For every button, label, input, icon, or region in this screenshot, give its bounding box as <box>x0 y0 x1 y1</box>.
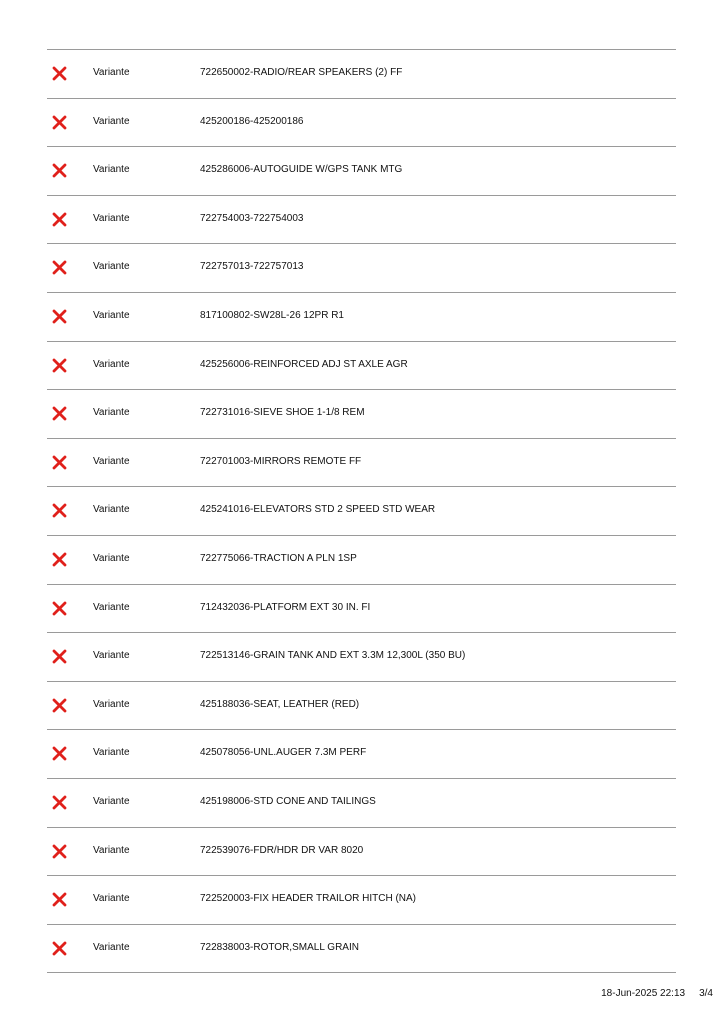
table-row <box>47 828 676 877</box>
table-row <box>47 876 676 925</box>
row-description: 722731016-SIEVE SHOE 1-1/8 REM <box>200 407 365 419</box>
table-row <box>47 50 676 99</box>
cross-icon <box>52 649 67 664</box>
table-row <box>47 439 676 488</box>
row-description: 722838003-ROTOR,SMALL GRAIN <box>200 941 359 953</box>
row-description: 817100802-SW28L-26 12PR R1 <box>200 309 344 321</box>
row-type: Variante <box>93 698 130 710</box>
row-type: Variante <box>93 893 130 905</box>
row-type: Variante <box>93 407 130 419</box>
row-type: Variante <box>93 504 130 516</box>
row-description: 425078056-UNL.AUGER 7.3M PERF <box>200 747 367 759</box>
cross-icon <box>52 455 67 470</box>
table-row <box>47 147 676 196</box>
row-type: Variante <box>93 795 130 807</box>
table-row <box>47 390 676 439</box>
table-row <box>47 99 676 148</box>
row-description: 722701003-MIRRORS REMOTE FF <box>200 455 362 467</box>
page-number: 3/4 <box>699 988 713 999</box>
row-description: 722757013-722757013 <box>200 261 304 273</box>
cross-icon <box>52 844 67 859</box>
row-description: 425198006-STD CONE AND TAILINGS <box>200 795 376 807</box>
cross-icon <box>52 601 67 616</box>
cross-icon <box>52 115 67 130</box>
cross-icon <box>52 795 67 810</box>
row-type: Variante <box>93 941 130 953</box>
table-row <box>47 682 676 731</box>
row-type: Variante <box>93 261 130 273</box>
print-timestamp: 18-Jun-2025 22:13 <box>601 988 686 999</box>
row-type: Variante <box>93 358 130 370</box>
row-type: Variante <box>93 455 130 467</box>
cross-icon <box>52 406 67 421</box>
cross-icon <box>52 503 67 518</box>
table-row <box>47 293 676 342</box>
cross-icon <box>52 260 67 275</box>
cross-icon <box>52 309 67 324</box>
table-row <box>47 585 676 634</box>
row-type: Variante <box>93 164 130 176</box>
row-description: 722754003-722754003 <box>200 212 304 224</box>
row-description: 425256006-REINFORCED ADJ ST AXLE AGR <box>200 358 408 370</box>
table-row <box>47 342 676 391</box>
row-description: 722520003-FIX HEADER TRAILOR HITCH (NA) <box>200 893 416 905</box>
row-type: Variante <box>93 844 130 856</box>
cross-icon <box>52 163 67 178</box>
row-description: 712432036-PLATFORM EXT 30 IN. FI <box>200 601 371 613</box>
row-description: 722650002-RADIO/REAR SPEAKERS (2) FF <box>200 67 403 78</box>
row-type: Variante <box>93 212 130 224</box>
cross-icon <box>52 746 67 761</box>
cross-icon <box>52 552 67 567</box>
row-description: 425200186-425200186 <box>200 115 304 127</box>
cross-icon <box>52 358 67 373</box>
row-type: Variante <box>93 747 130 759</box>
row-description: 722539076-FDR/HDR DR VAR 8020 <box>200 844 364 856</box>
cross-icon <box>52 698 67 713</box>
cross-icon <box>52 66 67 81</box>
variant-table <box>47 49 676 973</box>
page-footer <box>601 988 713 999</box>
table-row <box>47 633 676 682</box>
table-row <box>47 536 676 585</box>
table-row <box>47 196 676 245</box>
row-description: 425188036-SEAT, LEATHER (RED) <box>200 698 360 710</box>
table-row <box>47 779 676 828</box>
row-description: 722513146-GRAIN TANK AND EXT 3.3M 12,300L (350 BU) <box>200 650 466 662</box>
cross-icon <box>52 892 67 907</box>
row-description: 722775066-TRACTION A PLN 1SP <box>200 552 357 564</box>
cross-icon <box>52 941 67 956</box>
row-type: Variante <box>93 309 130 321</box>
cross-icon <box>52 212 67 227</box>
row-description: 425286006-AUTOGUIDE W/GPS TANK MTG <box>200 164 403 176</box>
table-row <box>47 925 676 974</box>
row-type: Variante <box>93 67 130 78</box>
table-row <box>47 244 676 293</box>
row-type: Variante <box>93 552 130 564</box>
row-type: Variante <box>93 601 130 613</box>
table-row <box>47 730 676 779</box>
row-description: 425241016-ELEVATORS STD 2 SPEED STD WEAR <box>200 504 436 516</box>
table-row <box>47 487 676 536</box>
row-type: Variante <box>93 115 130 127</box>
row-type: Variante <box>93 650 130 662</box>
